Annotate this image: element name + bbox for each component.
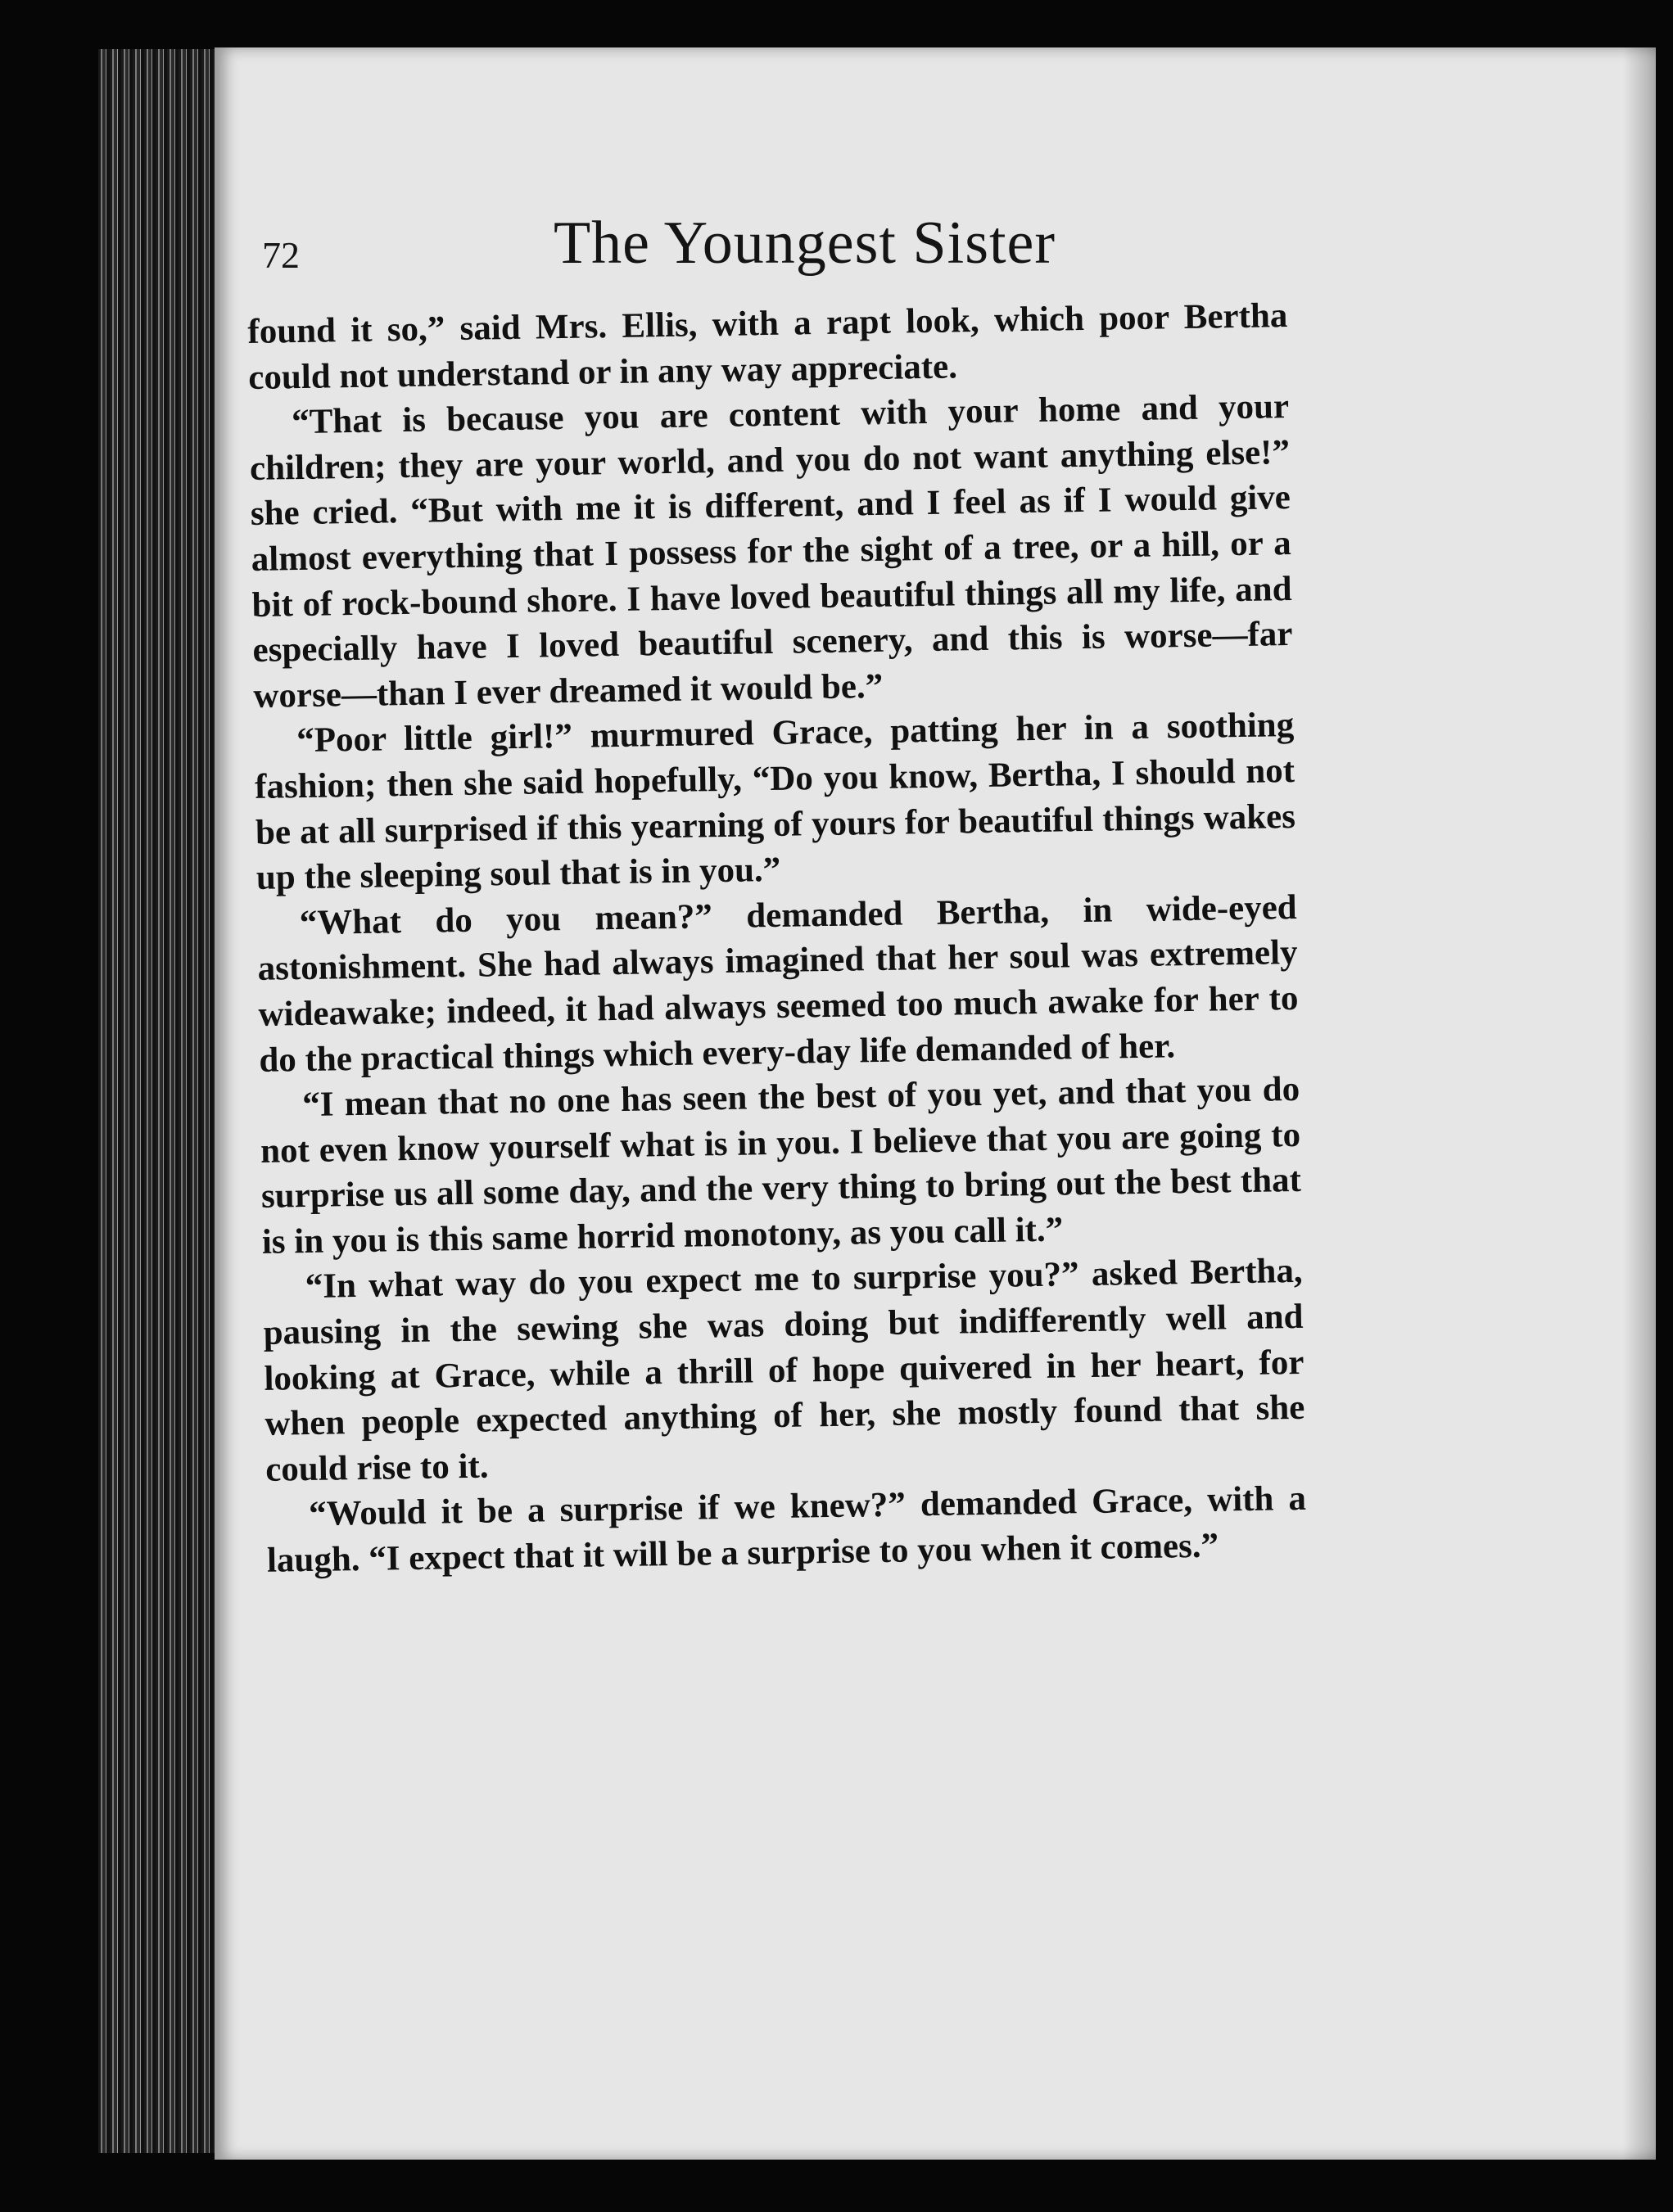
book-page-edges — [98, 49, 221, 2153]
page-gutter-shadow — [1623, 47, 1656, 2160]
page-number: 72 — [262, 234, 300, 276]
paragraph: found it so,” said Mrs. Ellis, with a rapt look, which poor Bertha could not understand or in any way appreciate. — [247, 296, 1288, 397]
paragraph: “I mean that no one has seen the best of you yet, and that you do not even know yourself what is in you. I believe that you are going to surprise us all some day, and the very thing to bring out the best that is in you is this same horrid monotony, as you call it.” — [260, 1070, 1302, 1262]
paragraph: “Poor little girl!” murmured Grace, patting her in a soothing fashion; then she said hopefully, “Do you know, Bertha, I should not be at all surprised if this yearning of yours for beautiful things wakes up the sleeping soul that is in you.” — [254, 706, 1296, 898]
page-header — [262, 209, 1273, 299]
paragraph: “In what way do you expect me to surprise you?” asked Bertha, pausing in the sewing she was doing but indifferently well and looking at Grace, while a thrill of hope quivered in her heart, for when people expected anything of her, she mostly found that she could rise to it. — [263, 1252, 1305, 1489]
running-title: The Youngest Sister — [553, 210, 1056, 277]
body-text — [247, 293, 1307, 1583]
paragraph: “That is because you are content with your home and your children; they are your world, and you do not want anything else!” she cried. “But with me it is different, and I feel as if I would give almost everything that I possess for the sight of a tree, or a hill, or a bit of rock-bound shore. I have loved beautiful things all my life, and especially have I loved beautiful scenery, and this is worse—far worse—than I ever dreamed it would be.” — [249, 387, 1293, 716]
paragraph: “What do you mean?” demanded Bertha, in wide-eyed astonishment. She had always imagined that her soul was extremely wideawake; indeed, it had always seemed too much awake for her to do the practical things which every-day life demanded of her. — [257, 887, 1299, 1080]
paragraph: “Would it be a surprise if we knew?” demanded Grace, with a laugh. “I expect that it will be a surprise to you when it comes.” — [266, 1479, 1307, 1580]
